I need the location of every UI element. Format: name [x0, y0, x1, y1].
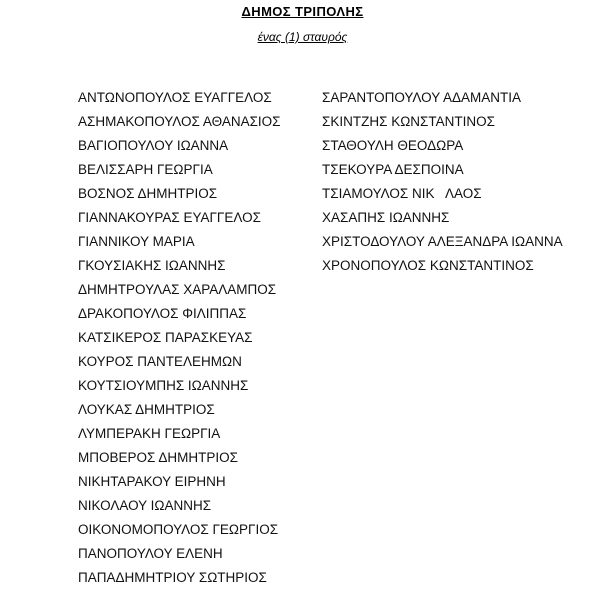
candidate-name: ΚΟΥΡΟΣ ΠΑΝΤΕΛΕΗΜΩΝ	[78, 354, 242, 369]
candidate-name: ΝΙΚΗΤΑΡΑΚΟΥ ΕΙΡΗΝΗ	[78, 474, 226, 489]
candidate-name: ΑΝΤΩΝΟΠΟΥΛΟΣ ΕΥΑΓΓΕΛΟΣ	[78, 90, 272, 105]
candidate-name: ΧΡΟΝΟΠΟΥΛΟΣ ΚΩΝΣΤΑΝΤΙΝΟΣ	[322, 258, 534, 273]
candidate-name: ΛΥΜΠΕΡΑΚΗ ΓΕΩΡΓΙΑ	[78, 426, 221, 441]
page-title: ΔΗΜΟΣ ΤΡΙΠΟΛΗΣ	[241, 4, 364, 19]
ballot-subtitle: ένας (1) σταυρός	[257, 30, 348, 44]
candidate-name: ΓΙΑΝΝΑΚΟΥΡΑΣ ΕΥΑΓΓΕΛΟΣ	[78, 210, 261, 225]
candidate-name: ΓΚΟΥΣΙΑΚΗΣ ΙΩΑΝΝΗΣ	[78, 258, 226, 273]
candidate-name: ΜΠΟΒΕΡΟΣ ΔΗΜΗΤΡΙΟΣ	[78, 450, 238, 465]
candidate-name: ΛΟΥΚΑΣ ΔΗΜΗΤΡΙΟΣ	[78, 402, 215, 417]
candidate-name: ΚΟΥΤΣΙΟΥΜΠΗΣ ΙΩΑΝΝΗΣ	[78, 378, 249, 393]
candidate-name: ΔΡΑΚΟΠΟΥΛΟΣ ΦΙΛΙΠΠΑΣ	[78, 306, 247, 321]
candidate-name: ΣΑΡΑΝΤΟΠΟΥΛΟΥ ΑΔΑΜΑΝΤΙΑ	[322, 90, 522, 105]
candidate-name: ΒΑΓΙΟΠΟΥΛΟΥ ΙΩΑΝΝΑ	[78, 138, 229, 153]
candidate-name: ΣΚΙΝΤΖΗΣ ΚΩΝΣΤΑΝΤΙΝΟΣ	[322, 114, 495, 129]
candidate-name: ΧΑΣΑΠΗΣ ΙΩΑΝΝΗΣ	[322, 210, 450, 225]
candidate-name: ΓΙΑΝΝΙΚΟΥ ΜΑΡΙΑ	[78, 234, 195, 249]
candidate-name: ΟΙΚΟΝΟΜΟΠΟΥΛΟΣ ΓΕΩΡΓΙΟΣ	[78, 522, 279, 537]
candidate-name: ΔΗΜΗΤΡΟΥΛΑΣ ΧΑΡΑΛΑΜΠΟΣ	[78, 282, 277, 297]
candidate-name: ΒΕΛΙΣΣΑΡΗ ΓΕΩΡΓΙΑ	[78, 162, 213, 177]
candidate-column-left	[78, 86, 314, 590]
candidate-name: ΒΟΣΝΟΣ ΔΗΜΗΤΡΙΟΣ	[78, 186, 218, 201]
candidate-name: ΠΑΠΑΔΗΜΗΤΡΙΟΥ ΣΩΤΗΡΙΟΣ	[78, 570, 267, 585]
candidate-name: ΤΣΙΑΜΟΥΛΟΣ ΝΙΚ ΛΑΟΣ	[322, 186, 482, 201]
candidate-name: ΧΡΙΣΤΟΔΟΥΛΟΥ ΑΛΕΞΑΝΔΡΑ ΙΩΑΝΝΑ	[322, 234, 563, 249]
candidate-name: ΑΣΗΜΑΚΟΠΟΥΛΟΣ ΑΘΑΝΑΣΙΟΣ	[78, 114, 281, 129]
candidate-name: ΣΤΑΘΟΥΛΗ ΘΕΟΔΩΡΑ	[322, 138, 464, 153]
candidate-name: ΝΙΚΟΛΑΟΥ ΙΩΑΝΝΗΣ	[78, 498, 212, 513]
candidate-name: ΚΑΤΣΙΚΕΡΟΣ ΠΑΡΑΣΚΕΥΑΣ	[78, 330, 253, 345]
candidate-name: ΠΑΝΟΠΟΥΛΟΥ ΕΛΕΝΗ	[78, 546, 223, 561]
ballot-header	[0, 0, 605, 45]
candidate-name: ΤΣΕΚΟΥΡΑ ΔΕΣΠΟΙΝΑ	[322, 162, 464, 177]
candidate-column-right	[322, 86, 588, 278]
